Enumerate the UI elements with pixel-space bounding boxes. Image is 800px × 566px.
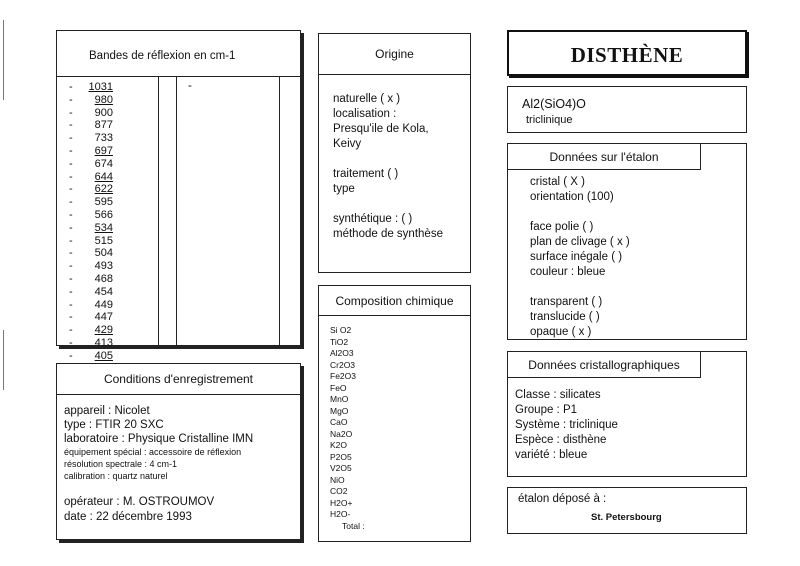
origine-line: synthétique : ( )	[333, 213, 413, 225]
composition-item: Na2O	[330, 428, 353, 439]
composition-panel	[318, 285, 471, 542]
cond-calibration: calibration : quartz naturel	[64, 471, 168, 481]
band-value: 566	[94, 208, 113, 221]
composition-item: Al2O3	[330, 348, 354, 358]
band-row	[69, 209, 113, 222]
composition-item: MgO	[330, 405, 349, 416]
band-value: 622	[94, 183, 113, 196]
band-dash: -	[69, 298, 73, 311]
band-dash: -	[69, 81, 73, 93]
etalon-panel	[507, 143, 747, 340]
etalon-line: plan de clivage ( x )	[530, 236, 630, 248]
cristallo-title: Données cristallographiques	[507, 351, 701, 378]
band-row	[69, 222, 113, 235]
cristallo-line: Groupe : P1	[515, 404, 578, 416]
origine-line: naturelle ( x )	[333, 93, 401, 105]
cond-type: type : FTIR 20 SXC	[64, 419, 164, 431]
band-dash: -	[69, 196, 73, 209]
cond-laboratoire: laboratoire : Physique Cristalline IMN	[64, 433, 254, 445]
band-dash: -	[69, 247, 73, 260]
scan-edge-mark	[3, 330, 4, 390]
scan-edge-mark	[3, 20, 4, 100]
band-value: 493	[94, 260, 113, 273]
band-row	[69, 183, 113, 196]
composition-item: TiO2	[330, 336, 349, 347]
band-row	[69, 235, 113, 248]
etalon-line: opaque ( x )	[530, 326, 592, 338]
band-value: 674	[94, 157, 113, 170]
formula-text: Al2(SiO4)O	[522, 97, 586, 111]
band-dash: -	[69, 144, 73, 157]
composition-item: K2O	[330, 440, 348, 450]
band-dash: -	[69, 106, 73, 119]
composition-item: NiO	[330, 474, 345, 485]
band-row	[69, 158, 113, 171]
mineral-name-box	[507, 30, 747, 76]
origine-line: traitement ( )	[333, 168, 399, 180]
cristallo-line: Classe : silicates	[515, 389, 601, 401]
cristallo-lines	[515, 388, 618, 463]
band-row	[69, 260, 113, 273]
band-dash: -	[69, 157, 73, 170]
band-dash: -	[69, 119, 73, 132]
band-value: 447	[94, 311, 113, 324]
cond-operateur: opérateur : M. OSTROUMOV	[64, 496, 215, 508]
band-dash: -	[69, 260, 73, 273]
origine-line: localisation :	[333, 108, 397, 120]
band-dash: -	[69, 311, 73, 324]
band-dash: -	[69, 324, 73, 337]
band-row	[69, 171, 113, 184]
cristallo-line: Espèce : disthène	[515, 434, 607, 446]
origine-lines	[333, 92, 443, 242]
etalon-line: face polie ( )	[530, 221, 594, 233]
composition-item: Total :	[342, 520, 365, 531]
band-value: 468	[94, 272, 113, 285]
cond-date: date : 22 décembre 1993	[64, 511, 192, 523]
composition-item: CaO	[330, 417, 348, 427]
cond-equipement: équipement spécial : accessoire de réflexion	[64, 447, 242, 457]
cristallo-panel	[507, 351, 747, 477]
band-value: 1031	[88, 81, 113, 93]
band-dash: -	[69, 272, 73, 285]
mineral-formula	[522, 97, 586, 112]
band-row	[69, 94, 113, 107]
band-row	[69, 350, 113, 363]
bands-col-divider	[176, 77, 177, 345]
composition-item: Si O2	[330, 325, 352, 335]
depot-label: étalon déposé à :	[518, 493, 607, 505]
depot-place: St. Petersbourg	[591, 512, 662, 523]
band-row	[69, 119, 113, 132]
band-value: 454	[94, 285, 113, 298]
band-row	[69, 286, 113, 299]
mineral-system: triclinique	[526, 114, 573, 126]
band-row	[69, 81, 113, 94]
cond-resolution: résolution spectrale : 4 cm-1	[64, 459, 178, 469]
band-value: 900	[94, 106, 113, 119]
band-row	[69, 107, 113, 120]
band-row	[69, 311, 113, 324]
band-value: 733	[94, 132, 113, 145]
band-value: 877	[94, 119, 113, 132]
etalon-line	[530, 280, 630, 295]
band-dash: -	[69, 221, 73, 234]
formula-box	[507, 86, 747, 133]
composition-item: P2O5	[330, 451, 352, 462]
bands-panel	[56, 30, 301, 362]
bands-col3-mark: -	[188, 80, 192, 92]
etalon-line	[530, 205, 630, 220]
composition-item: H2O-	[330, 509, 351, 519]
composition-item: FeO	[330, 382, 347, 393]
band-value: 405	[94, 349, 113, 362]
composition-item: H2O+	[330, 497, 353, 508]
band-value: 449	[94, 298, 113, 311]
band-row	[69, 247, 113, 260]
etalon-line: translucide ( )	[530, 311, 600, 323]
etalon-line: orientation (100)	[530, 191, 614, 203]
composition-item: Cr2O3	[330, 359, 356, 370]
band-value: 644	[94, 170, 113, 183]
etalon-lines	[530, 175, 630, 340]
band-row	[69, 196, 113, 209]
band-value: 504	[94, 247, 113, 260]
origine-line: méthode de synthèse	[333, 228, 443, 240]
bands-col-divider	[279, 77, 280, 345]
depot-box	[507, 487, 747, 534]
composition-item: V2O5	[330, 463, 352, 473]
origine-panel	[318, 33, 471, 273]
cond-appareil: appareil : Nicolet	[64, 405, 150, 417]
band-dash: -	[69, 208, 73, 221]
etalon-line: cristal ( X )	[530, 176, 585, 188]
band-value: 429	[94, 324, 113, 337]
composition-title: Composition chimique	[318, 285, 471, 316]
mineral-name: DISTHÈNE	[570, 43, 684, 67]
composition-item: MnO	[330, 394, 349, 404]
band-dash: -	[69, 336, 73, 349]
band-row	[69, 337, 113, 350]
composition-item: CO2	[330, 486, 348, 496]
band-dash: -	[69, 349, 73, 362]
band-row	[69, 145, 113, 158]
band-row	[69, 299, 113, 312]
band-dash: -	[69, 234, 73, 247]
band-dash: -	[69, 132, 73, 145]
conditions-title: Conditions d'enregistrement	[56, 363, 301, 395]
bands-header-divider	[57, 76, 300, 77]
etalon-title: Données sur l'étalon	[507, 143, 701, 170]
bands-list	[69, 81, 113, 363]
etalon-line: couleur : bleue	[530, 266, 606, 278]
origine-line	[333, 152, 443, 167]
band-row	[69, 132, 113, 145]
cristallo-line: variété : bleue	[515, 449, 588, 461]
band-row	[69, 273, 113, 286]
band-value: 980	[94, 93, 113, 106]
band-value: 595	[94, 196, 113, 209]
composition-item: Fe2O3	[330, 371, 356, 381]
band-dash: -	[69, 170, 73, 183]
band-dash: -	[69, 93, 73, 106]
composition-list	[330, 325, 365, 532]
conditions-panel	[56, 363, 301, 540]
band-dash: -	[69, 285, 73, 298]
cristallo-line: Système : triclinique	[515, 419, 618, 431]
etalon-line: transparent ( )	[530, 296, 603, 308]
origine-line: Presqu'ile de Kola,	[333, 123, 429, 135]
band-value: 697	[94, 144, 113, 157]
bands-col-divider	[158, 77, 159, 345]
etalon-line: surface inégale ( )	[530, 251, 623, 263]
origine-line: Keivy	[333, 138, 362, 150]
band-dash: -	[69, 183, 73, 196]
origine-line	[333, 197, 443, 212]
band-value: 534	[94, 221, 113, 234]
origine-title: Origine	[318, 33, 471, 75]
band-row	[69, 324, 113, 337]
band-value: 515	[94, 234, 113, 247]
band-value: 413	[94, 336, 113, 349]
origine-line: type	[333, 183, 355, 195]
bands-title: Bandes de réflexion en cm-1	[89, 50, 236, 62]
